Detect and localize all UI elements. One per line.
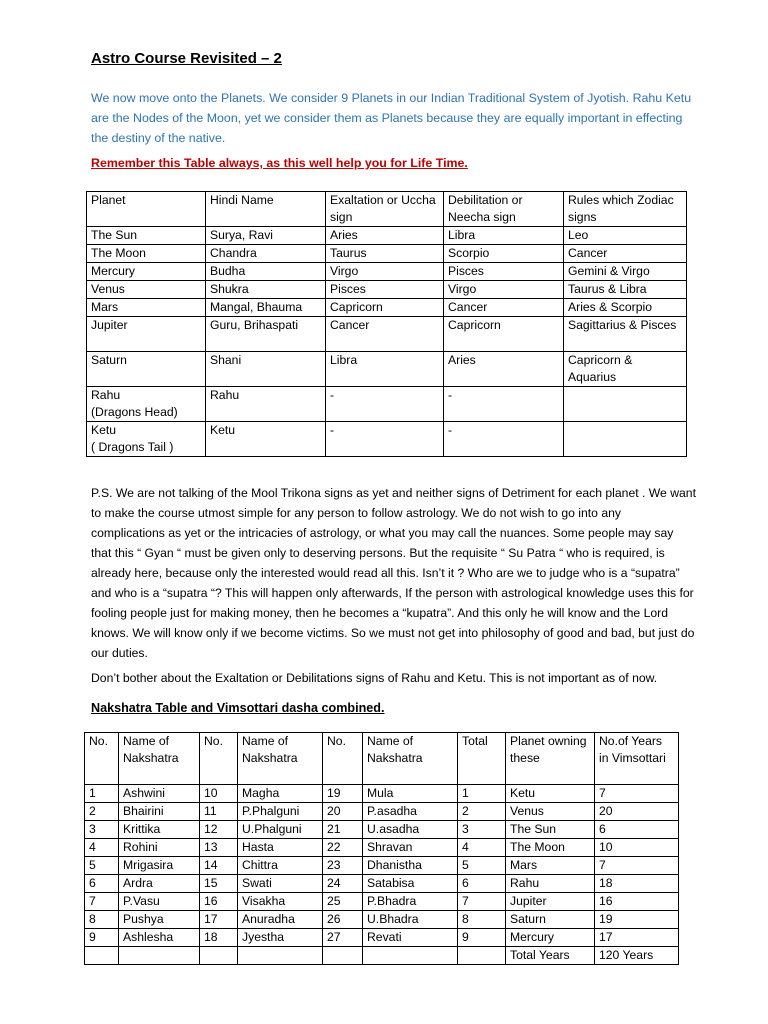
table-cell: - bbox=[444, 422, 564, 457]
table-cell: 3 bbox=[458, 821, 506, 839]
table-cell: 12 bbox=[200, 821, 238, 839]
table-cell: Leo bbox=[564, 227, 687, 245]
remember-note: Remember this Table always, as this well help you for Life Time. bbox=[91, 156, 468, 170]
header-cell: Planet bbox=[87, 192, 206, 227]
table-cell: 17 bbox=[595, 929, 679, 947]
header-cell: No. bbox=[200, 733, 238, 785]
table-cell: Libra bbox=[326, 352, 444, 387]
table-row bbox=[85, 785, 679, 803]
table-cell: 15 bbox=[200, 875, 238, 893]
table-cell: 7 bbox=[595, 857, 679, 875]
table-cell: The Sun bbox=[506, 821, 595, 839]
table-row bbox=[85, 893, 679, 911]
table-row bbox=[85, 857, 679, 875]
header-cell: Exaltation or Uccha sign bbox=[326, 192, 444, 227]
header-cell: Debilitation or Neecha sign bbox=[444, 192, 564, 227]
header-cell: Hindi Name bbox=[206, 192, 326, 227]
table-cell: Anuradha bbox=[238, 911, 323, 929]
table-cell: U.Phalguni bbox=[238, 821, 323, 839]
table-cell bbox=[119, 947, 200, 965]
table-row bbox=[87, 317, 687, 352]
table-cell: 26 bbox=[323, 911, 363, 929]
table-cell: Jupiter bbox=[506, 893, 595, 911]
table-cell: 7 bbox=[595, 785, 679, 803]
table-cell: Ketu ( Dragons Tail ) bbox=[87, 422, 206, 457]
table-cell: Rahu bbox=[206, 387, 326, 422]
total-years-value: 120 Years bbox=[595, 947, 679, 965]
table-cell: Budha bbox=[206, 263, 326, 281]
table-cell: Virgo bbox=[326, 263, 444, 281]
table-row bbox=[87, 299, 687, 317]
table-cell: Pushya bbox=[119, 911, 200, 929]
table-cell: 10 bbox=[595, 839, 679, 857]
table-row bbox=[85, 929, 679, 947]
planet-table bbox=[86, 191, 687, 457]
table-cell: Surya, Ravi bbox=[206, 227, 326, 245]
table-cell: U.asadha bbox=[363, 821, 458, 839]
table-cell: Ashwini bbox=[119, 785, 200, 803]
table-cell: Bhairini bbox=[119, 803, 200, 821]
intro-paragraph: We now move onto the Planets. We consider 9 Planets in our Indian Traditional System of Jyotish. Rahu Ketu are the Nodes of the Moon, yet we consider them as Planets because they are equally important in effecting the destiny of the native. bbox=[91, 91, 692, 145]
table-cell: Mula bbox=[363, 785, 458, 803]
table-cell: 24 bbox=[323, 875, 363, 893]
table-cell: 19 bbox=[595, 911, 679, 929]
table-row bbox=[87, 352, 687, 387]
header-cell: No. bbox=[323, 733, 363, 785]
table-cell: P.Vasu bbox=[119, 893, 200, 911]
table-cell: The Moon bbox=[87, 245, 206, 263]
ps-paragraph: P.S. We are not talking of the Mool Trikona signs as yet and neither signs of Detriment for each planet . We want to make the course utmost simple for any person to follow astrology. We do not wish to go into any complications as yet or the intricacies of astrology, or what you may call the nuances. Some people may say that this “ Gyan “ must be given only to deserving persons. But the requisite “ Su Patra “ who is required, is already here, because only the interested would read all this. Isn’t it ? Who are we to judge who is a “supatra” and who is a “supatra “? This will happen only afterwards, If the person with astrological knowledge uses this for fooling people just for making money, then he becomes a “kupatra”. And this only he will know and the Lord knows. We will know only if we become victims. So we must not get into philosophy of good and bad, but just do our duties. bbox=[91, 486, 696, 660]
table-cell: - bbox=[326, 422, 444, 457]
table-cell: Rahu bbox=[506, 875, 595, 893]
table-cell: Satabisa bbox=[363, 875, 458, 893]
table-cell: 11 bbox=[200, 803, 238, 821]
table-cell: 23 bbox=[323, 857, 363, 875]
table-cell: 1 bbox=[458, 785, 506, 803]
rahu-ketu-note: Don’t bother about the Exaltation or Debilitations signs of Rahu and Ketu. This is not important as of now. bbox=[91, 671, 658, 685]
table-row bbox=[87, 227, 687, 245]
table-cell: Cancer bbox=[326, 317, 444, 352]
table-cell: 3 bbox=[85, 821, 119, 839]
table-cell: Pisces bbox=[326, 281, 444, 299]
header-cell: Name of Nakshatra bbox=[238, 733, 323, 785]
table-cell: Dhanistha bbox=[363, 857, 458, 875]
table-cell: Mercury bbox=[87, 263, 206, 281]
table-cell: 7 bbox=[458, 893, 506, 911]
table-cell: 2 bbox=[85, 803, 119, 821]
table-cell: 9 bbox=[85, 929, 119, 947]
table-cell bbox=[564, 422, 687, 457]
table-cell: Venus bbox=[87, 281, 206, 299]
table-cell: 8 bbox=[458, 911, 506, 929]
table-cell: 5 bbox=[85, 857, 119, 875]
table-cell bbox=[564, 387, 687, 422]
nakshatra-section-title: Nakshatra Table and Vimsottari dasha combined. bbox=[91, 701, 385, 715]
table-cell: Swati bbox=[238, 875, 323, 893]
table-cell: Visakha bbox=[238, 893, 323, 911]
table-cell: 6 bbox=[85, 875, 119, 893]
table-cell: 1 bbox=[85, 785, 119, 803]
table-row bbox=[85, 803, 679, 821]
table-cell bbox=[458, 947, 506, 965]
table-cell: U.Bhadra bbox=[363, 911, 458, 929]
table-cell: Jupiter bbox=[87, 317, 206, 352]
table-cell: 6 bbox=[595, 821, 679, 839]
table-cell bbox=[85, 947, 119, 965]
table-row bbox=[85, 875, 679, 893]
table-cell bbox=[363, 947, 458, 965]
table-cell: 20 bbox=[323, 803, 363, 821]
table-cell: 18 bbox=[200, 929, 238, 947]
table-cell: 7 bbox=[85, 893, 119, 911]
nakshatra-table bbox=[84, 732, 679, 965]
total-row bbox=[85, 947, 679, 965]
table-cell: Pisces bbox=[444, 263, 564, 281]
table-cell: Guru, Brihaspati bbox=[206, 317, 326, 352]
table-cell: 2 bbox=[458, 803, 506, 821]
table-cell: Capricorn bbox=[444, 317, 564, 352]
table-cell: Mangal, Bhauma bbox=[206, 299, 326, 317]
table-row bbox=[87, 422, 687, 457]
table-cell: Magha bbox=[238, 785, 323, 803]
table-cell: Chandra bbox=[206, 245, 326, 263]
table-cell: Rohini bbox=[119, 839, 200, 857]
table-cell: Capricorn bbox=[326, 299, 444, 317]
header-cell: Rules which Zodiac signs bbox=[564, 192, 687, 227]
table-cell: Revati bbox=[363, 929, 458, 947]
table-cell bbox=[323, 947, 363, 965]
table-cell: - bbox=[444, 387, 564, 422]
table-cell: Jyestha bbox=[238, 929, 323, 947]
table-cell: Shani bbox=[206, 352, 326, 387]
table-cell: 13 bbox=[200, 839, 238, 857]
table-cell: Virgo bbox=[444, 281, 564, 299]
table-cell: Rahu (Dragons Head) bbox=[87, 387, 206, 422]
table-cell: Saturn bbox=[506, 911, 595, 929]
table-cell: Hasta bbox=[238, 839, 323, 857]
table-row bbox=[87, 263, 687, 281]
table-cell: 25 bbox=[323, 893, 363, 911]
table-cell: 17 bbox=[200, 911, 238, 929]
table-cell: Cancer bbox=[444, 299, 564, 317]
header-cell: Name of Nakshatra bbox=[363, 733, 458, 785]
table-cell: 10 bbox=[200, 785, 238, 803]
table-cell: Venus bbox=[506, 803, 595, 821]
table-cell bbox=[200, 947, 238, 965]
table-cell: Mrigasira bbox=[119, 857, 200, 875]
table-cell: Mars bbox=[87, 299, 206, 317]
table-cell: Mercury bbox=[506, 929, 595, 947]
table-cell: Aries bbox=[326, 227, 444, 245]
header-cell: Planet owning these bbox=[506, 733, 595, 785]
table-cell: 22 bbox=[323, 839, 363, 857]
table-cell: Ketu bbox=[206, 422, 326, 457]
table-cell: Saturn bbox=[87, 352, 206, 387]
table-cell: Shukra bbox=[206, 281, 326, 299]
table-cell: Gemini & Virgo bbox=[564, 263, 687, 281]
table-cell: Capricorn & Aquarius bbox=[564, 352, 687, 387]
table-cell: Krittika bbox=[119, 821, 200, 839]
total-years-label: Total Years bbox=[506, 947, 595, 965]
table-cell: 16 bbox=[200, 893, 238, 911]
planet-table-header-row bbox=[87, 192, 687, 227]
table-row bbox=[85, 821, 679, 839]
table-row bbox=[87, 281, 687, 299]
table-cell: 5 bbox=[458, 857, 506, 875]
table-cell: 9 bbox=[458, 929, 506, 947]
table-cell: Libra bbox=[444, 227, 564, 245]
table-cell: Shravan bbox=[363, 839, 458, 857]
document-title: Astro Course Revisited – 2 bbox=[91, 50, 282, 67]
table-cell: P.Bhadra bbox=[363, 893, 458, 911]
table-cell: 14 bbox=[200, 857, 238, 875]
table-cell: 27 bbox=[323, 929, 363, 947]
table-cell: 4 bbox=[458, 839, 506, 857]
table-row bbox=[85, 911, 679, 929]
table-cell: Mars bbox=[506, 857, 595, 875]
table-cell: P.asadha bbox=[363, 803, 458, 821]
table-cell: Cancer bbox=[564, 245, 687, 263]
table-cell: - bbox=[326, 387, 444, 422]
table-cell: Ardra bbox=[119, 875, 200, 893]
table-cell: Aries & Scorpio bbox=[564, 299, 687, 317]
table-cell: 6 bbox=[458, 875, 506, 893]
nakshatra-table-header-row bbox=[85, 733, 679, 785]
table-cell: The Moon bbox=[506, 839, 595, 857]
table-cell: Ketu bbox=[506, 785, 595, 803]
table-cell: Ashlesha bbox=[119, 929, 200, 947]
table-cell: 4 bbox=[85, 839, 119, 857]
table-row bbox=[85, 839, 679, 857]
table-cell: Taurus & Libra bbox=[564, 281, 687, 299]
table-row bbox=[87, 387, 687, 422]
header-cell: No.of Years in Vimsottari bbox=[595, 733, 679, 785]
table-cell bbox=[238, 947, 323, 965]
table-row bbox=[87, 245, 687, 263]
table-cell: 8 bbox=[85, 911, 119, 929]
table-cell: Scorpio bbox=[444, 245, 564, 263]
table-cell: Sagittarius & Pisces bbox=[564, 317, 687, 352]
header-cell: Total bbox=[458, 733, 506, 785]
table-cell: 18 bbox=[595, 875, 679, 893]
table-cell: Aries bbox=[444, 352, 564, 387]
table-cell: 21 bbox=[323, 821, 363, 839]
table-cell: Chittra bbox=[238, 857, 323, 875]
table-cell: 16 bbox=[595, 893, 679, 911]
table-cell: The Sun bbox=[87, 227, 206, 245]
table-cell: Taurus bbox=[326, 245, 444, 263]
table-cell: P.Phalguni bbox=[238, 803, 323, 821]
header-cell: No. bbox=[85, 733, 119, 785]
table-cell: 20 bbox=[595, 803, 679, 821]
header-cell: Name of Nakshatra bbox=[119, 733, 200, 785]
table-cell: 19 bbox=[323, 785, 363, 803]
